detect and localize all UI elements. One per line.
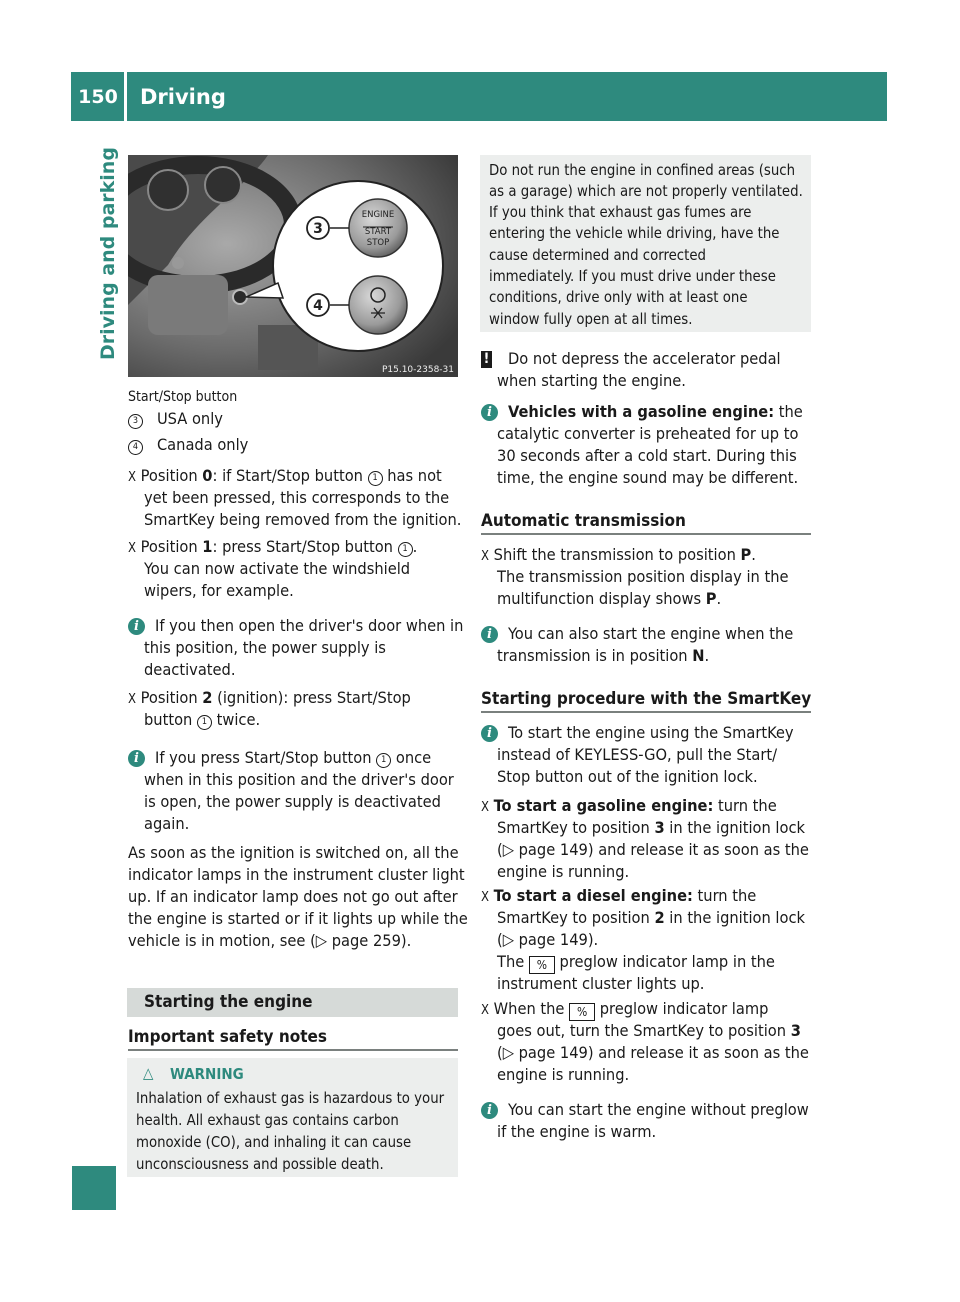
side-tab-marker — [72, 1166, 116, 1210]
list-item-position-1: X Position 1: press Start/Stop button 1 . — [128, 537, 418, 556]
text-line: monoxide (CO), and inhaling it can cause — [136, 1134, 412, 1151]
text-line: You can also start the engine when the — [508, 624, 794, 643]
button-label-stop: STOP — [366, 238, 390, 248]
text-line: If you then open the driver's door when in — [155, 616, 464, 635]
caution-icon: ! — [481, 351, 492, 368]
text-line: Do not run the engine in confined areas (such — [489, 162, 796, 179]
text-line: You can now activate the windshield — [144, 559, 411, 578]
preglow-icon: % — [569, 1003, 595, 1021]
text-line: indicator lamps in the instrument cluster light — [128, 865, 465, 884]
text-line: cause determined and corrected — [489, 247, 706, 264]
callout-3: 3 — [313, 221, 323, 237]
side-tab — [88, 130, 128, 370]
text-line: entering the vehicle while driving, have the — [489, 225, 780, 242]
info-icon: i — [128, 618, 145, 635]
text-line: To start the engine using the SmartKey — [508, 723, 794, 742]
text-line: when starting the engine. — [497, 371, 686, 390]
list-item-position-2: X Position 2 (ignition): press Start/Stop — [128, 688, 411, 707]
info-icon: i — [128, 750, 145, 767]
warning-icon: △ — [143, 1064, 154, 1082]
text-line: SmartKey being removed from the ignition. — [144, 510, 462, 529]
subheading-safety: Important safety notes — [128, 1027, 328, 1047]
text-line: multifunction display shows P. — [497, 589, 722, 608]
heading-smartkey: Starting procedure with the SmartKey — [481, 689, 812, 709]
text-line: 30 seconds after a cold start. During this — [497, 446, 797, 465]
text-line: (▷ page 149) and release it as soon as the — [497, 1043, 809, 1062]
text-line: engine is running. — [497, 1065, 630, 1084]
text-line: conditions, drive only with at least one — [489, 289, 748, 306]
text-line: SmartKey to position 2 in the ignition lock — [497, 908, 806, 927]
info-icon: i — [481, 626, 498, 643]
button-label-start: START — [364, 227, 392, 237]
list-item-shift: X Shift the transmission to position P. — [481, 545, 756, 564]
text-line: Vehicles with a gasoline engine: the — [508, 402, 803, 421]
text-line: immediately. If you must drive under these — [489, 268, 776, 285]
text-line: (▷ page 149). — [497, 930, 599, 949]
text-line: again. — [144, 814, 190, 833]
section-title: Starting the engine — [144, 992, 313, 1012]
chapter-title: Driving — [140, 84, 226, 109]
text-line: yet been pressed, this corresponds to the — [144, 488, 450, 507]
list-item-position-0: X Position 0: if Start/Stop button 1 has not — [128, 466, 442, 485]
text-line: window fully open at all times. — [489, 311, 693, 328]
text-line: instrument cluster lights up. — [497, 974, 705, 993]
text-line: As soon as the ignition is switched on, all the — [128, 843, 459, 862]
page-number: 150 — [78, 85, 118, 108]
text-line: wipers, for example. — [144, 581, 294, 600]
heading-rule — [481, 533, 811, 535]
figure-code: P15.10-2358-31 — [381, 365, 454, 375]
heading-rule — [481, 711, 811, 713]
text-line: this position, the power supply is — [144, 638, 386, 657]
list-item-diesel: X To start a diesel engine: turn the — [481, 886, 757, 905]
warning-title: WARNING — [170, 1065, 244, 1083]
text-line: when in this position and the driver's door — [144, 770, 454, 789]
text-line: vehicle is in motion, see (▷ page 259). — [128, 931, 412, 950]
text-line: the engine is started or if it lights up while the — [128, 909, 468, 928]
text-line: health. All exhaust gas contains carbon — [136, 1112, 399, 1129]
dashboard-photo — [128, 155, 458, 377]
text-line: instead of KEYLESS-GO, pull the Start/ — [497, 745, 778, 764]
text-line: is open, the power supply is deactivated — [144, 792, 441, 811]
text-line: If you think that exhaust gas fumes are — [489, 204, 752, 221]
header-divider — [124, 72, 127, 121]
text-line: Stop button out of the ignition lock. — [497, 767, 758, 786]
text-line: goes out, turn the SmartKey to position 3 — [497, 1021, 801, 1040]
heading-rule — [128, 1049, 458, 1051]
text-line: if the engine is warm. — [497, 1122, 657, 1141]
text-line: The transmission position display in the — [497, 567, 789, 586]
button-label-engine: ENGINE — [361, 210, 395, 220]
legend-canada: 4 Canada only — [128, 434, 248, 456]
text-line: catalytic converter is preheated for up to — [497, 424, 799, 443]
heading-automatic-transmission: Automatic transmission — [481, 511, 686, 531]
text-line: If you press Start/Stop button 1 once — [155, 748, 432, 767]
text-line: button 1 twice. — [144, 710, 261, 729]
text-line: (▷ page 149) and release it as soon as the — [497, 840, 809, 859]
info-icon: i — [481, 725, 498, 742]
text-line: SmartKey to position 3 in the ignition lock — [497, 818, 806, 837]
list-item-gasoline: X To start a gasoline engine: turn the — [481, 796, 777, 815]
text-line: Inhalation of exhaust gas is hazardous to your — [136, 1090, 445, 1107]
info-icon: i — [481, 404, 498, 421]
preglow-icon: % — [529, 956, 555, 974]
text-line: up. If an indicator lamp does not go out after — [128, 887, 458, 906]
side-tab-label: Driving and parking — [97, 147, 119, 360]
text-line: You can start the engine without preglow — [508, 1100, 809, 1119]
list-item-preglow: X When the % preglow indicator lamp — [481, 999, 769, 1019]
text-line: deactivated. — [144, 660, 236, 679]
info-icon: i — [481, 1102, 498, 1119]
text-line: as a garage) which are not properly ventilated. — [489, 183, 803, 200]
text-line: unconsciousness and possible death. — [136, 1156, 384, 1173]
text-line: engine is running. — [497, 862, 630, 881]
text-line: The % preglow indicator lamp in the — [497, 952, 775, 972]
legend-usa: 3 USA only — [128, 408, 223, 430]
figure-caption: Start/Stop button — [128, 389, 238, 405]
text-line: Do not depress the accelerator pedal — [508, 349, 781, 368]
callout-4: 4 — [313, 298, 323, 314]
text-line: transmission is in position N. — [497, 646, 710, 665]
text-line: time, the engine sound may be different. — [497, 468, 799, 487]
